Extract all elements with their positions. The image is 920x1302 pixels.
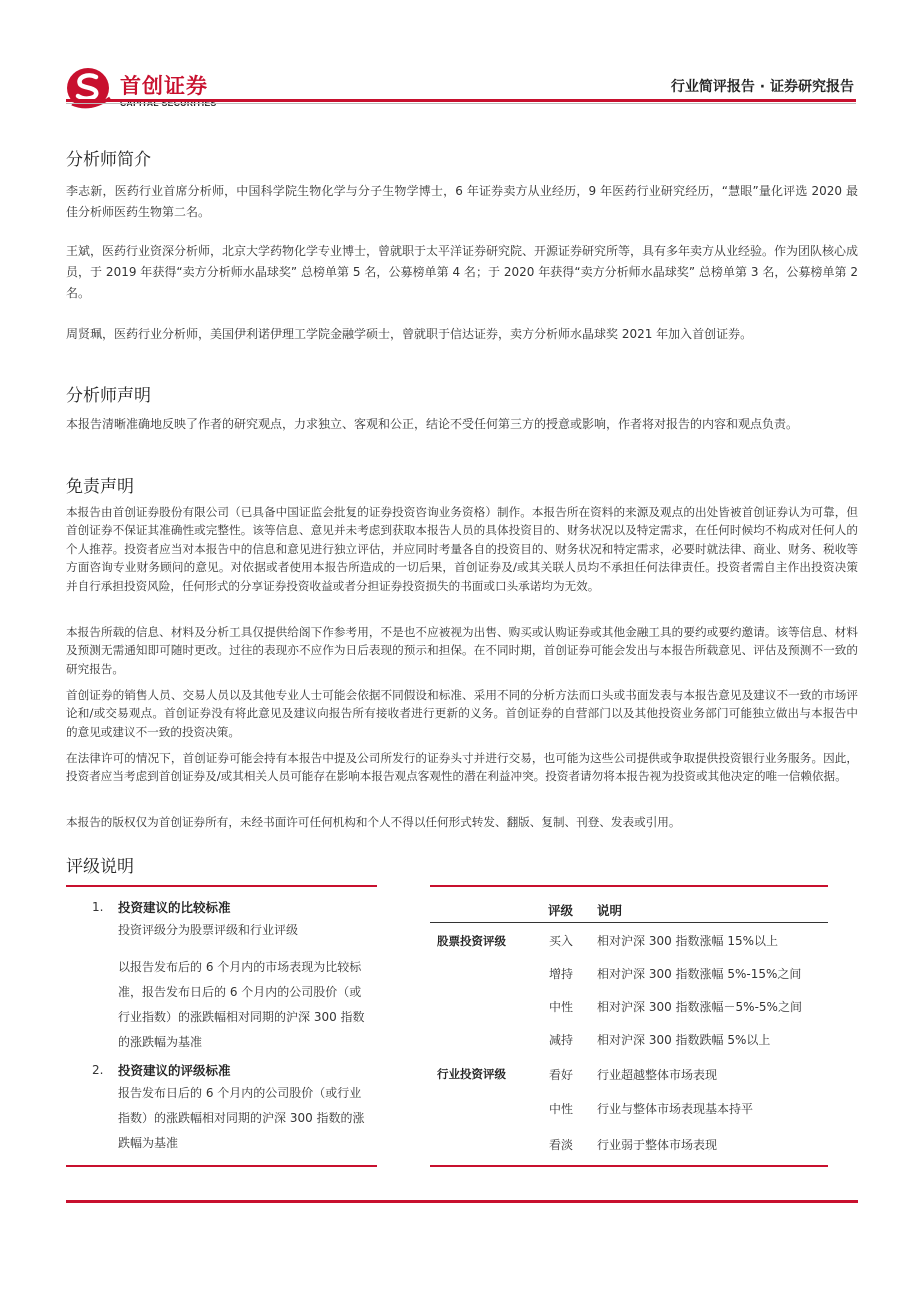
disclaimer-paragraph: 本报告的版权仅为首创证券所有，未经书面许可任何机构和个人不得以任何形式转发、翻版、复制、刊登、发表或引用。 bbox=[66, 815, 681, 829]
table-rating-cell: 减持 bbox=[549, 1033, 574, 1047]
disclaimer-paragraph: 在法律许可的情况下，首创证券可能会持有本报告中提及公司所发行的证券头寸并进行交易，也可能为这些公司提供或争取提供投资银行业务服务。因此，投资者应当考虑到首创证券及/或其相关人员可能存在影响本报告观点客观性的潜在利益冲突。投资者请勿将本报告视为投资或其他决定的唯一信赖依据。 bbox=[66, 751, 858, 784]
footer-divider bbox=[66, 1200, 858, 1203]
table-header-rating: 评级 bbox=[548, 903, 574, 918]
analyst-intro-paragraph: 李志新，医药行业首席分析师，中国科学院生物化学与分子生物学博士，6 年证券卖方从业经历，9 年医药行业研究经历，“慧眼”量化评选 2020 最佳分析师医药生物第二名。 bbox=[66, 184, 858, 219]
analyst-intro-title: 分析师简介 bbox=[66, 150, 151, 170]
table-header-divider bbox=[430, 922, 828, 923]
company-logo bbox=[66, 64, 246, 114]
rating-title: 评级说明 bbox=[66, 857, 134, 877]
table-description-cell: 相对沪深 300 指数涨幅－5%-5%之间 bbox=[597, 1000, 802, 1014]
item-title: 投资建议的比较标准 bbox=[118, 900, 231, 915]
header-divider bbox=[66, 99, 856, 102]
rating-left-bottom-border bbox=[66, 1165, 377, 1167]
analyst-statement-text: 本报告清晰准确地反映了作者的研究观点，力求独立、客观和公正，结论不受任何第三方的授意或影响，作者将对报告的内容和观点负责。 bbox=[66, 417, 799, 431]
table-rating-cell: 看淡 bbox=[549, 1138, 574, 1152]
disclaimer-title: 免责声明 bbox=[66, 477, 134, 497]
disclaimer-paragraph: 首创证券的销售人员、交易人员以及其他专业人士可能会依据不同假设和标准、采用不同的分析方法而口头或书面发表与本报告意见及建议不一致的市场评论和/或交易观点。首创证券没有将此意见及建议向报告所有接收者进行更新的义务。首创证券的自营部门以及其他投资业务部门可能独立做出与本报告中的意见或建议不一致的投资决策。 bbox=[66, 688, 858, 739]
table-header-description: 说明 bbox=[597, 903, 623, 918]
table-description-cell: 相对沪深 300 指数涨幅 15%以上 bbox=[597, 934, 779, 948]
rating-left-top-border bbox=[66, 885, 377, 887]
report-type: 行业简评报告 · 证券研究报告 bbox=[670, 79, 854, 95]
table-rating-cell: 中性 bbox=[549, 1000, 574, 1014]
item-text: 以报告发布后的 6 个月内的市场表现为比较标准，报告发布日后的 6 个月内的公司股价（或行业指数）的涨跌幅相对同期的沪深 300 指数的涨跌幅为基准 bbox=[118, 960, 365, 1049]
item-title: 投资建议的评级标准 bbox=[118, 1063, 231, 1078]
industry-rating-category: 行业投资评级 bbox=[437, 1067, 506, 1081]
table-description-cell: 行业超越整体市场表现 bbox=[597, 1068, 718, 1082]
logo-cn-text: 首创证券 bbox=[120, 74, 208, 98]
rating-table-bottom-border bbox=[430, 1165, 828, 1167]
analyst-statement-title: 分析师声明 bbox=[66, 386, 151, 406]
item-number: 1. bbox=[92, 900, 104, 914]
table-description-cell: 相对沪深 300 指数跌幅 5%以上 bbox=[597, 1033, 771, 1047]
table-rating-cell: 看好 bbox=[549, 1068, 574, 1082]
table-description-cell: 行业弱于整体市场表现 bbox=[597, 1138, 718, 1152]
analyst-intro-paragraph: 王斌，医药行业资深分析师，北京大学药物化学专业博士，曾就职于太平洋证券研究院、开源证券研究所等，具有多年卖方从业经验。作为团队核心成员，于 2019 年获得“卖方分析师水晶球奖” 总榜单第 5 名，公募榜单第 4 名；于 2020 年获得“卖方分析师水晶球奖” 总榜单第 3 名，公募榜单第 2 名。 bbox=[66, 244, 859, 300]
table-rating-cell: 买入 bbox=[549, 934, 574, 948]
table-rating-cell: 中性 bbox=[549, 1102, 574, 1116]
header-divider-thin bbox=[66, 103, 856, 104]
item-text: 投资评级分为股票评级和行业评级 bbox=[118, 923, 299, 937]
table-description-cell: 行业与整体市场表现基本持平 bbox=[597, 1102, 754, 1116]
disclaimer-paragraph: 本报告由首创证券股份有限公司（已具备中国证监会批复的证券投资咨询业务资格）制作。本报告所在资料的来源及观点的出处皆被首创证券认为可靠，但首创证券不保证其准确性或完整性。该等信息、意见并未考虑到获取本报告人员的具体投资目的、财务状况以及特定需求，在任何时候均不构成对任何人的个人推荐。投资者应当对本报告中的信息和意见进行独立评估，并应同时考量各自的投资目的、财务状况和特定需求，必要时就法律、商业、财务、税收等方面咨询专业财务顾问的意见。对依据或者使用本报告所造成的一切后果，首创证券及/或其关联人员均不承担任何法律责任。投资者需自主作出投资决策并自行承担投资风险，任何形式的分享证券投资收益或者分担证券投资损失的书面或口头承诺均为无效。 bbox=[66, 505, 858, 593]
table-description-cell: 相对沪深 300 指数涨幅 5%-15%之间 bbox=[597, 967, 802, 981]
table-rating-cell: 增持 bbox=[549, 967, 574, 981]
disclaimer-paragraph: 本报告所载的信息、材料及分析工具仅提供给阁下作参考用，不是也不应被视为出售、购买或认购证券或其他金融工具的要约或要约邀请。该等信息、材料及预测无需通知即可随时更改。过往的表现亦不应作为日后表现的预示和担保。在不同时期，首创证券可能会发出与本报告所载意见、评估及预测不一致的研究报告。 bbox=[66, 625, 858, 676]
analyst-intro-paragraph: 周贤珮，医药行业分析师，美国伊利诺伊理工学院金融学硕士，曾就职于信达证券，卖方分析师水晶球奖 2021 年加入首创证券。 bbox=[66, 327, 753, 341]
stock-rating-category: 股票投资评级 bbox=[437, 934, 506, 948]
item-number: 2. bbox=[92, 1063, 104, 1077]
rating-table-top-border bbox=[430, 885, 828, 887]
item-text: 报告发布日后的 6 个月内的公司股价（或行业指数）的涨跌幅相对同期的沪深 300 指数的涨跌幅为基准 bbox=[118, 1086, 365, 1150]
